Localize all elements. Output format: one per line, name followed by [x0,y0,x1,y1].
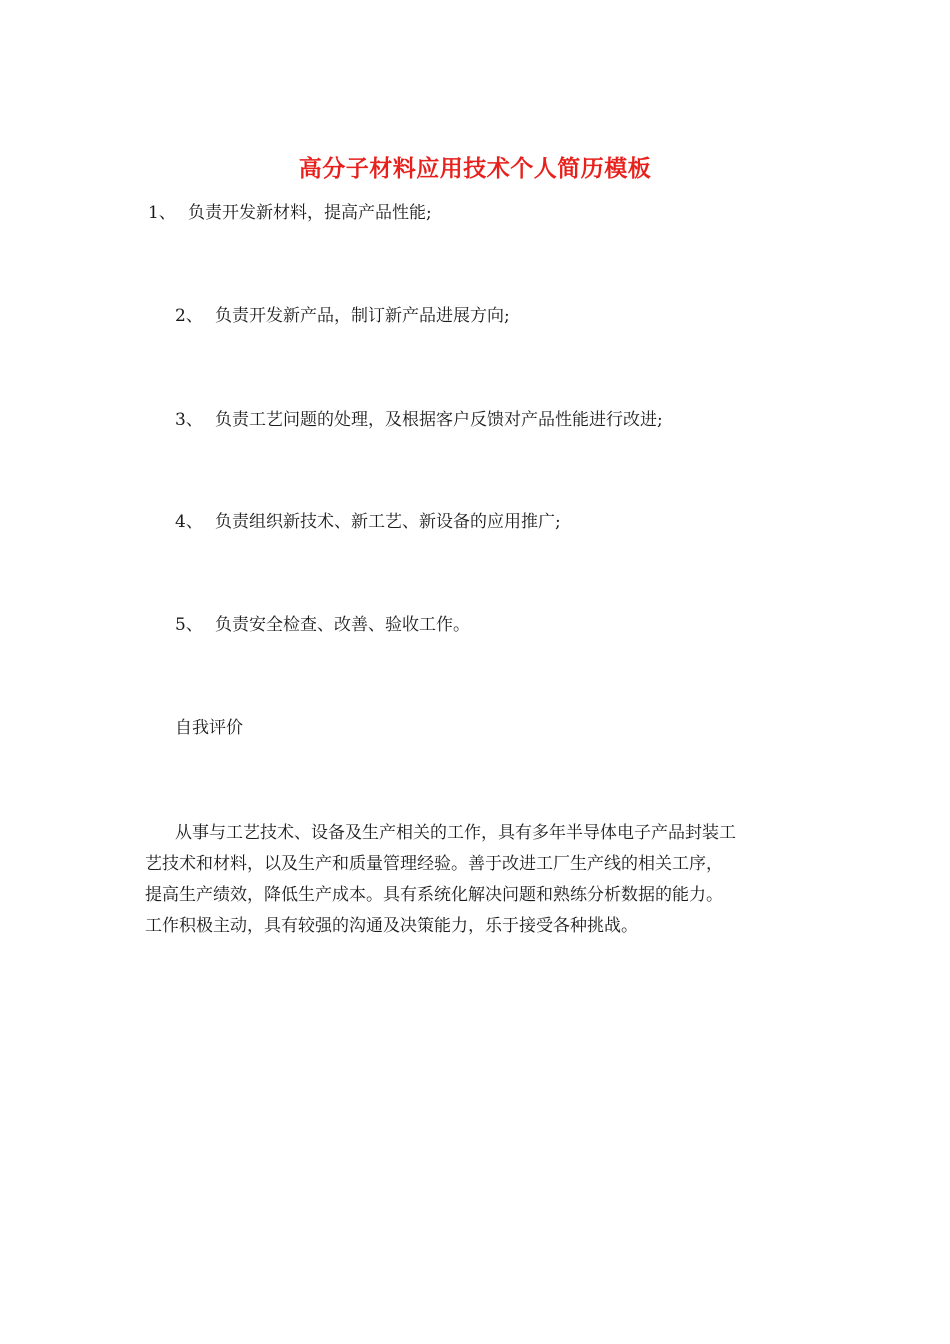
paragraph-line: 艺技术和材料，以及生产和质量管理经验。善于改进工厂生产线的相关工序， [145,854,723,874]
self-evaluation-heading: 自我评价 [175,718,243,738]
document-title: 高分子材料应用技术个人简历模板 [298,156,652,182]
list-item-number: 2、 [175,306,203,326]
list-item [148,201,432,225]
list-item-text: 负责开发新产品，制订新产品进展方向; [215,306,510,326]
list-item [175,510,561,534]
list-item-number: 4、 [175,512,203,532]
list-item-text: 负责工艺问题的处理，及根据客户反馈对产品性能进行改进; [215,410,663,430]
self-evaluation-paragraph [145,818,815,942]
paragraph-line: 工作积极主动，具有较强的沟通及决策能力，乐于接受各种挑战。 [145,916,638,936]
list-item-number: 1、 [148,203,176,223]
paragraph-line: 从事与工艺技术、设备及生产相关的工作，具有多年半导体电子产品封装工 [175,823,736,843]
list-item-text: 负责开发新材料，提高产品性能; [188,203,432,223]
list-item-number: 3、 [175,410,203,430]
list-item-text: 负责组织新技术、新工艺、新设备的应用推广; [215,512,561,532]
list-item [175,613,470,637]
list-item-number: 5、 [175,615,203,635]
paragraph-line: 提高生产绩效，降低生产成本。具有系统化解决问题和熟练分析数据的能力。 [145,885,723,905]
list-item [175,408,663,432]
list-item [175,304,510,328]
list-item-text: 负责安全检查、改善、验收工作。 [215,615,470,635]
